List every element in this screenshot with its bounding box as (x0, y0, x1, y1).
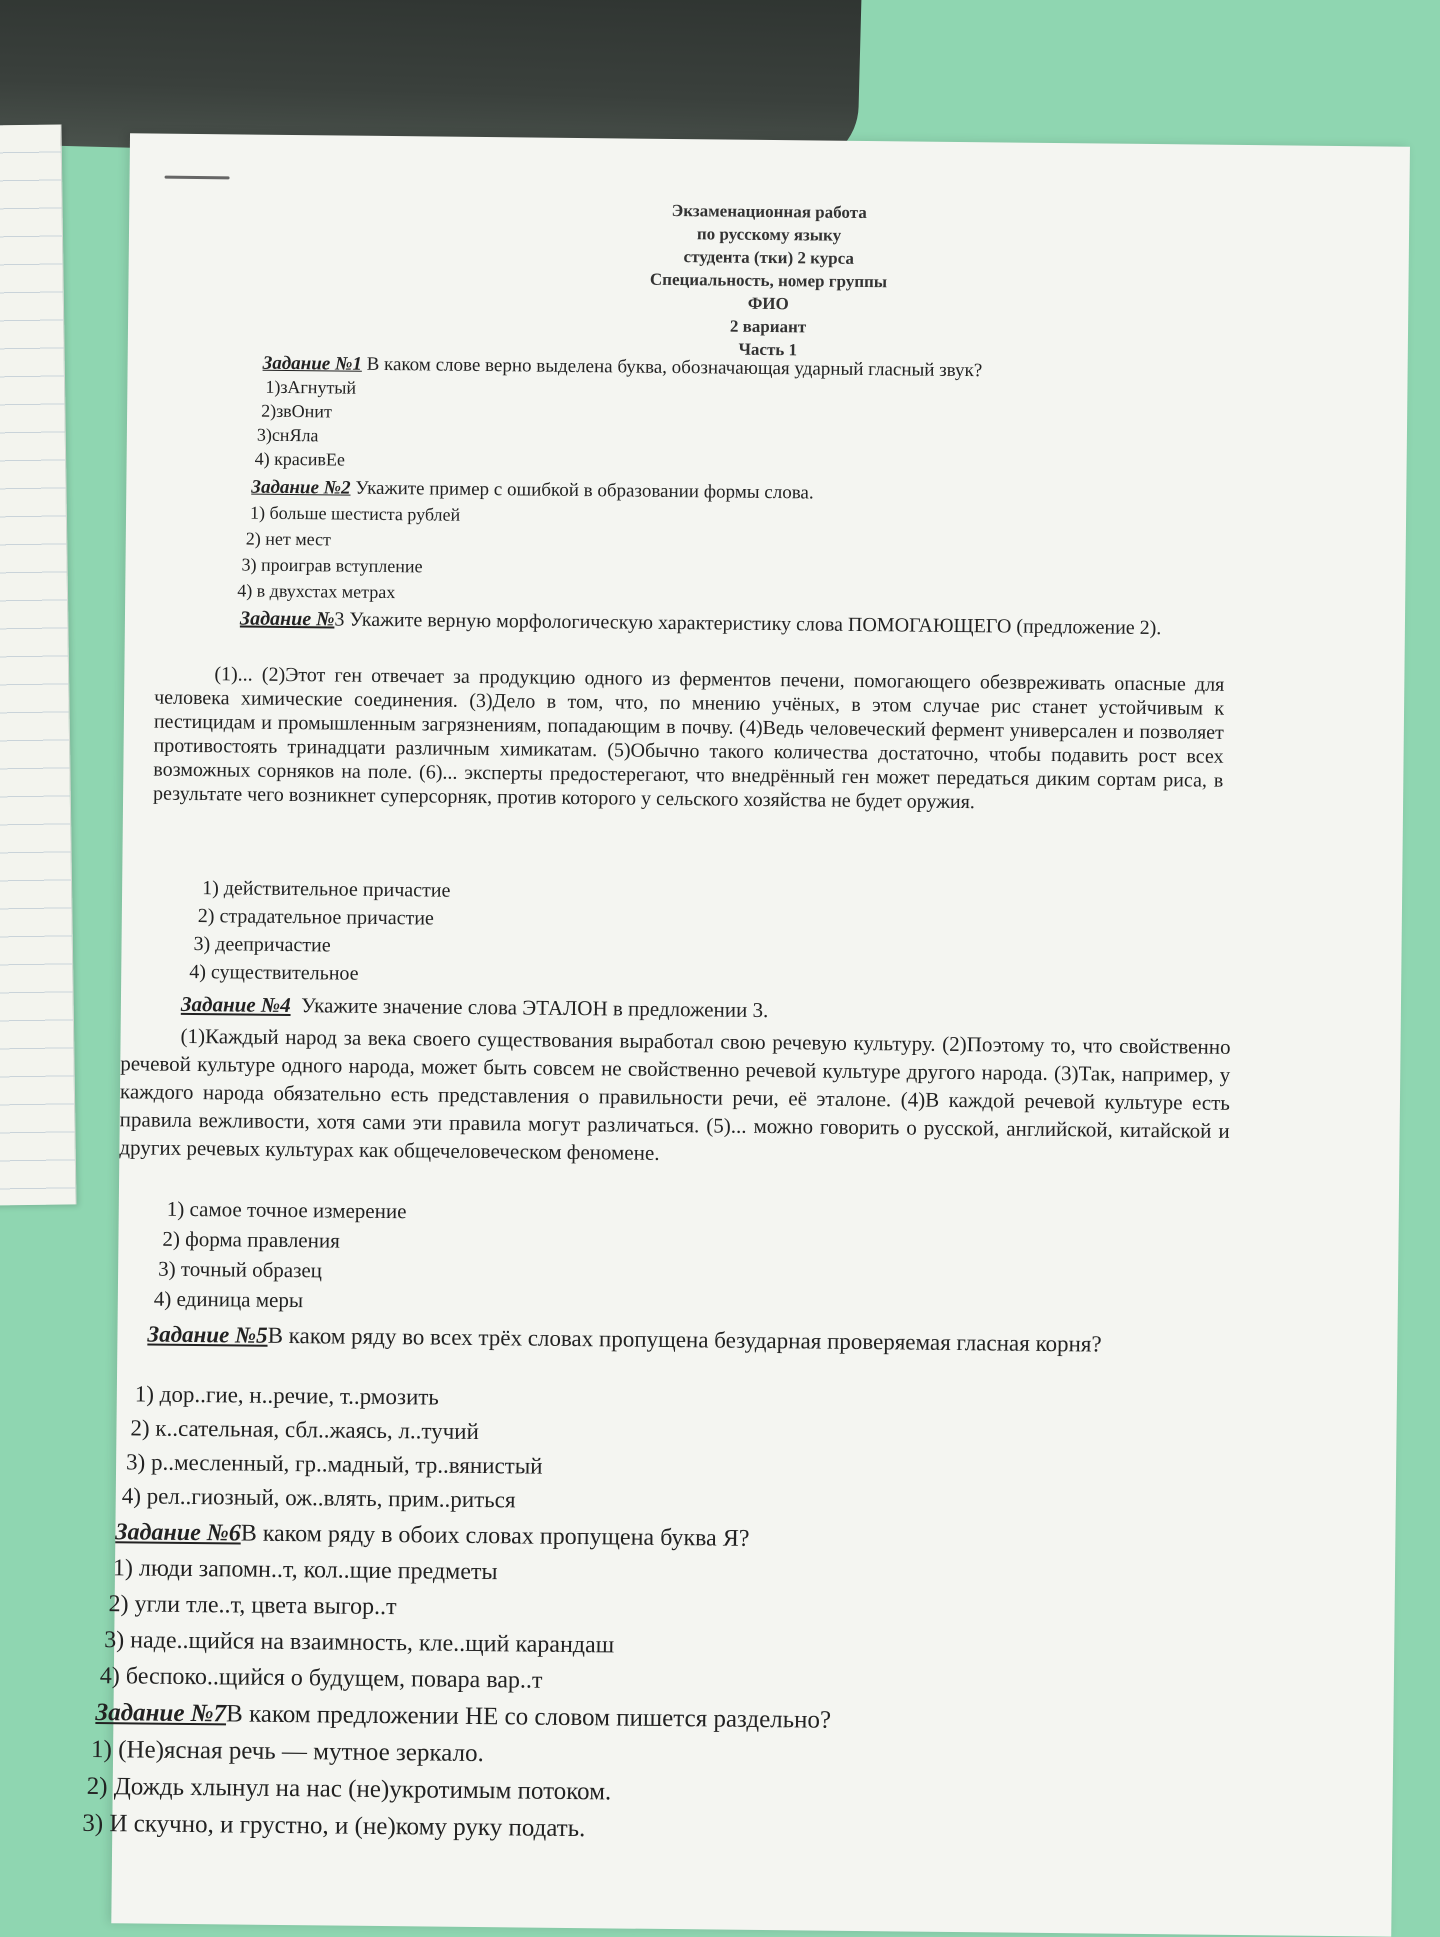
header-subject: по русскому языку (696, 224, 842, 245)
task-6-label: Задание №6 (115, 1519, 241, 1547)
task-7-option-2: 2) Дождь хлынул на нас (не)укротимым потоком. (86, 1772, 612, 1806)
task-6-option-1: 1) люди запомн..т, кол..щие предметы (112, 1555, 498, 1586)
task-5-option-3: 3) р..месленный, гр..мадный, тр..вянистый (125, 1449, 543, 1479)
task-1-label: Задание №1 (262, 352, 363, 375)
exam-paper (82, 133, 1410, 1936)
pen-mark (165, 176, 230, 180)
task-6-option-3: 3) наде..щийся на взаимность, кле..щий карандаш (104, 1627, 615, 1659)
task-3-option-3: 3) деепричастие (193, 933, 331, 957)
exam-header (128, 193, 1410, 367)
header-specialty: Специальность, номер группы (649, 269, 888, 292)
task-2-heading (251, 477, 814, 505)
task-4-label: Задание №4 (180, 991, 291, 1018)
header-part: Часть 1 (738, 339, 798, 360)
task-3-question: 3 Укажите верную морфологическую характеристику слова ПОМОГАЮЩЕГО (предложение 2). (334, 608, 1162, 640)
task-3-option-1: 1) действительное причастие (202, 877, 451, 902)
task-5-heading (87, 1319, 1237, 1360)
task-7-label: Задание №7 (95, 1699, 227, 1728)
task-2-option-1: 1) больше шестиста рублей (249, 502, 461, 525)
task-6-option-2: 2) угли тле..т, цвета выгор..т (108, 1591, 397, 1621)
task-3-label: Задание № (239, 607, 335, 631)
notebook-edge (0, 124, 77, 1205)
header-name-field: ФИО (747, 293, 789, 314)
header-title: Экзаменационная работа (671, 200, 867, 223)
task-2-label: Задание №2 (251, 476, 351, 499)
task-6-heading (115, 1519, 749, 1553)
task-4-heading (181, 992, 769, 1023)
task-7-option-3: 3) И скучно, и грустно, и (не)кому руку подать. (82, 1809, 586, 1843)
task-4-question: Укажите значение слова ЭТАЛОН в предложении 3. (301, 993, 769, 1023)
task-5-label: Задание №5 (147, 1321, 268, 1348)
task-1-option-3: 3)снЯла (256, 424, 319, 446)
task-6-option-4: 4) беспоко..щийся о будущем, повара вар..т (99, 1663, 543, 1694)
task-3-option-4: 4) существительное (189, 960, 359, 985)
task-1-option-1: 1)зАгнутый (265, 376, 357, 398)
task-7-option-1: 1) (Не)ясная речь — мутное зеркало. (90, 1735, 484, 1768)
task-3-heading (185, 606, 1225, 642)
task-2-question: Укажите пример с ошибкой в образовании формы слова. (350, 477, 814, 504)
task-4-option-4: 4) единица меры (153, 1286, 304, 1313)
task-1-option-2: 2)звОнит (261, 400, 332, 422)
task-5-option-1: 1) дор..гие, н..речие, т..рмозить (134, 1381, 440, 1410)
task-7-heading (95, 1699, 831, 1735)
task-4-option-2: 2) форма правления (162, 1226, 340, 1253)
task-3-text: (1)... (2)Этот ген отвечает за продукцию одного из ферментов печени, помогающего обезвреживать опасные для человека химические соединения. (3)Дело в том, что, по мнению учёных, в этом случае рис станет устойчивым к пестицидам и промышленным загрязнениям, попадающим в почву. (4)Ведь человеческий фермент универсален и позволяет противостоять тринадцати различным химикатам. (5)Обычно такого количества достаточно, чтобы подавить рост всех возможных сорняков на поле. (6)... эксперты предостерегают, что внедрённый ген может передаться диким сортам риса, в результате чего возникнет суперсорняк, против которого у сельского хозяйства не будет оружия. (153, 663, 1225, 814)
task-4-option-1: 1) самое точное измерение (166, 1196, 407, 1224)
task-2-option-2: 2) нет мест (245, 528, 332, 550)
header-student: студента (тки) 2 курса (683, 247, 855, 268)
task-1-option-4: 4) красивЕе (254, 448, 346, 470)
task-3-option-2: 2) страдательное причастие (197, 905, 434, 930)
task-6-question: В каком ряду в обоих словах пропущена буква Я? (240, 1520, 750, 1552)
header-variant: 2 вариант (729, 316, 807, 337)
task-2-option-4: 4) в двухстах метрах (237, 580, 396, 603)
task-1-question: В каком слове верно выделена буква, обозначающая ударный гласный звук? (361, 353, 983, 382)
task-5-option-2: 2) к..сательная, сбл..жаясь, л..тучий (130, 1415, 479, 1445)
task-4-option-3: 3) точный образец (158, 1256, 323, 1283)
task-5-option-4: 4) рел..гиозный, ож..влять, прим..риться (121, 1483, 516, 1513)
task-2-option-3: 3) проиграв вступление (241, 554, 423, 577)
task-7-question: В каком предложении НЕ со словом пишется раздельно? (225, 1700, 832, 1734)
task-5-question: В каком ряду во всех трёх словах пропущена безударная проверяемая гласная корня? (267, 1322, 1102, 1357)
task-4-text: (1)Каждый народ за века своего существования выработал свою речевую культуру. (2)Поэтому то, что свойственно речевой культуре одного народа, может быть совсем не свойственно речевой культуре другого народа. (3)Так, например, у каждого народа обязательно есть представления о правильности речи, её эталоне. (4)В каждой речевой культуре есть правила вежливости, хотя сами эти правила могут различаться. (5)... можно говорить о русской, английской, китайской и других речевых культурах как общечеловеческом феномене. (119, 1023, 1231, 1165)
